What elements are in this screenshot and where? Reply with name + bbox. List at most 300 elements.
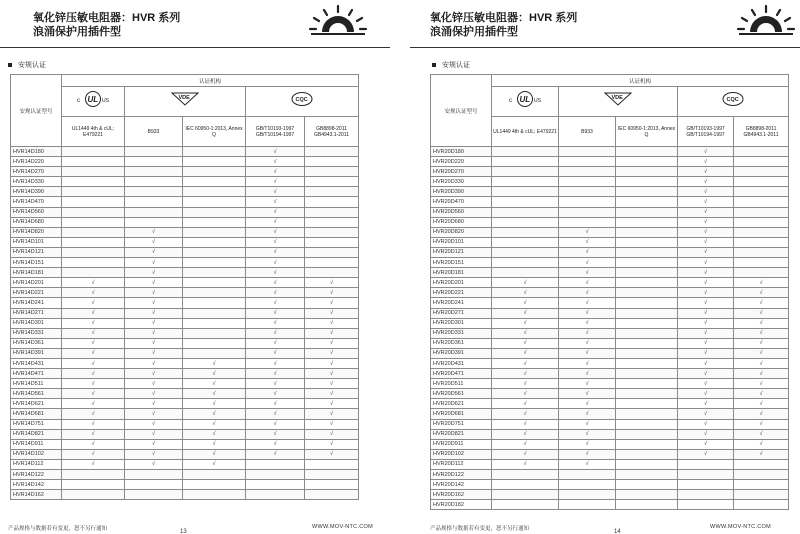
gb-cell [305, 197, 359, 207]
model-cell: HVR20D621 [431, 399, 492, 409]
b933-cell [559, 197, 616, 207]
svg-text:CQC: CQC [295, 97, 308, 103]
page-number: 14 [614, 529, 621, 534]
table-row [431, 187, 789, 197]
ul-cell: √ [492, 369, 559, 379]
table-row [11, 237, 359, 247]
table-row [11, 147, 359, 157]
iec-cell [183, 318, 246, 328]
svg-text:VDE: VDE [178, 95, 190, 101]
ul-cell [492, 500, 559, 510]
model-cell: HVR14D431 [11, 358, 62, 368]
b933-cell: √ [125, 227, 183, 237]
table-row [431, 348, 789, 358]
iec-cell [183, 167, 246, 177]
table-row [431, 318, 789, 328]
model-cell: HVR14D180 [11, 147, 62, 157]
gb-cell: √ [305, 429, 359, 439]
gb-cell [734, 268, 789, 278]
gbt-cell [678, 480, 734, 490]
gb-cell [734, 227, 789, 237]
b933-cell [559, 167, 616, 177]
gb-cell [305, 470, 359, 480]
iec-cell: √ [183, 389, 246, 399]
iec-cell [616, 298, 678, 308]
iec-cell [183, 348, 246, 358]
b933-cell: √ [559, 328, 616, 338]
gb-cell [305, 268, 359, 278]
iec-cell [616, 237, 678, 247]
gb-cell [734, 217, 789, 227]
table-row [11, 348, 359, 358]
iec-cell [616, 409, 678, 419]
cqc-logo-icon [291, 91, 313, 107]
ul-cell: √ [62, 369, 125, 379]
gbt-cell: √ [246, 399, 305, 409]
gbt-cell: √ [246, 258, 305, 268]
model-cell: HVR20D151 [431, 258, 492, 268]
table-row [431, 490, 789, 500]
b933-cell: √ [125, 429, 183, 439]
b933-cell: √ [125, 399, 183, 409]
iec-cell [616, 480, 678, 490]
table-row [431, 389, 789, 399]
gbt-cell: √ [246, 358, 305, 368]
gb-cell: √ [734, 338, 789, 348]
gbt-cell: √ [246, 217, 305, 227]
table-row [11, 167, 359, 177]
model-cell: HVR14D181 [11, 268, 62, 278]
b933-cell [125, 177, 183, 187]
ul-cell [62, 177, 125, 187]
b933-cell: √ [125, 369, 183, 379]
model-cell: HVR14D221 [11, 288, 62, 298]
table-row [11, 369, 359, 379]
footer-disclaimer: 产品规格与数据若有变更，恕不另行通知 [430, 526, 530, 532]
gb-cell: √ [734, 399, 789, 409]
b933-cell [559, 187, 616, 197]
gbt-cell [678, 490, 734, 500]
model-cell: HVR20D201 [431, 278, 492, 288]
gb-cell: √ [305, 318, 359, 328]
title-line-2: 浪涌保护用插件型 [430, 26, 518, 38]
b933-cell [559, 500, 616, 510]
gbt-cell: √ [678, 278, 734, 288]
table-row [431, 399, 789, 409]
ul-cell [492, 167, 559, 177]
gb-cell [734, 490, 789, 500]
iec-cell [616, 207, 678, 217]
iec-cell [616, 258, 678, 268]
gbt-cell: √ [678, 177, 734, 187]
model-cell: HVR20D431 [431, 358, 492, 368]
gb-cell: √ [734, 358, 789, 368]
iec-cell [616, 187, 678, 197]
svg-text:c: c [77, 98, 80, 104]
model-cell: HVR20D102 [431, 449, 492, 459]
gbt-cell [678, 500, 734, 510]
ul-cell [492, 490, 559, 500]
ul-cell [492, 207, 559, 217]
iec-cell [616, 459, 678, 469]
sun-emblem-logo [736, 2, 796, 38]
model-cell: HVR14D112 [11, 459, 62, 469]
iec-cell: √ [183, 399, 246, 409]
table-row [431, 308, 789, 318]
title-line-1: 氧化锌压敏电阻器：HVR 系列 [33, 12, 181, 24]
svg-text:US: US [102, 98, 109, 104]
model-cell: HVR20D162 [431, 490, 492, 500]
gbt-cell: √ [678, 187, 734, 197]
ul-cell [62, 268, 125, 278]
iec-cell [183, 470, 246, 480]
gbt-cell: √ [246, 298, 305, 308]
table-row [431, 328, 789, 338]
gb-cell [305, 237, 359, 247]
ul-standard-header: UL1449 4th & cUL; E479221 [492, 117, 559, 147]
b933-cell: √ [559, 389, 616, 399]
model-cell: HVR20D301 [431, 318, 492, 328]
title-line-2: 浪涌保护用插件型 [33, 26, 121, 38]
iec-cell [183, 187, 246, 197]
gb-cell: √ [734, 298, 789, 308]
model-cell: HVR20D101 [431, 237, 492, 247]
table-row [431, 298, 789, 308]
gb-cell: √ [734, 409, 789, 419]
iec-cell [616, 328, 678, 338]
b933-cell: √ [125, 389, 183, 399]
gb-cell [734, 258, 789, 268]
gb-cell [734, 459, 789, 469]
gb-cell [734, 500, 789, 510]
gb-cell [305, 147, 359, 157]
header-rule [410, 47, 800, 48]
iec-cell [616, 490, 678, 500]
iec-cell [616, 288, 678, 298]
gbt-cell: √ [678, 358, 734, 368]
ul-cell [492, 268, 559, 278]
gb-cell: √ [734, 439, 789, 449]
table-row [11, 278, 359, 288]
iec-cell: √ [183, 459, 246, 469]
ul-cell: √ [492, 328, 559, 338]
b933-cell [125, 470, 183, 480]
model-cell: HVR20D680 [431, 217, 492, 227]
gbt-cell: √ [678, 389, 734, 399]
b933-cell: √ [559, 308, 616, 318]
gbt-cell: √ [246, 379, 305, 389]
gbt-cell: √ [678, 449, 734, 459]
gbt-cell: √ [246, 409, 305, 419]
b933-cell: √ [559, 369, 616, 379]
gbt-cell: √ [246, 389, 305, 399]
ul-cell [62, 480, 125, 490]
model-cell: HVR20D180 [431, 147, 492, 157]
b933-cell: √ [559, 278, 616, 288]
gbt-cell: √ [678, 379, 734, 389]
b933-cell: √ [125, 419, 183, 429]
gbt-cell [246, 490, 305, 500]
svg-text:CQC: CQC [726, 97, 739, 103]
footer-website-link[interactable]: WWW.MOV-NTC.COM [710, 524, 772, 530]
b933-cell [125, 197, 183, 207]
ul-cell: √ [492, 278, 559, 288]
model-cell: HVR20D220 [431, 157, 492, 167]
iec-cell [616, 348, 678, 358]
table-row [11, 470, 359, 480]
gbt-cell: √ [246, 308, 305, 318]
iec-cell [183, 147, 246, 157]
gbt-cell: √ [678, 237, 734, 247]
b933-cell [559, 217, 616, 227]
b933-cell: √ [125, 348, 183, 358]
table-row [431, 157, 789, 167]
ul-cell: √ [492, 429, 559, 439]
gb-cell [734, 187, 789, 197]
iec-cell [616, 379, 678, 389]
model-cell: HVR14D471 [11, 369, 62, 379]
gbt-cell: √ [678, 399, 734, 409]
table-row [431, 147, 789, 157]
table-row [11, 409, 359, 419]
table-row [11, 379, 359, 389]
ul-cell [62, 247, 125, 257]
ul-cell: √ [492, 439, 559, 449]
model-cell: HVR20D751 [431, 419, 492, 429]
ul-cell [492, 247, 559, 257]
gb-cell: √ [305, 369, 359, 379]
iec-cell [616, 167, 678, 177]
gb-cell: √ [734, 369, 789, 379]
table-row [431, 258, 789, 268]
gbt-cell: √ [678, 318, 734, 328]
gb-cell [305, 227, 359, 237]
gbt-cell: √ [678, 227, 734, 237]
table-row [11, 338, 359, 348]
footer-website-link[interactable]: WWW.MOV-NTC.COM [312, 524, 374, 530]
model-cell: HVR14D621 [11, 399, 62, 409]
model-cell: HVR14D101 [11, 237, 62, 247]
page-title [33, 11, 180, 39]
table-row [431, 459, 789, 469]
gb-cell [734, 237, 789, 247]
gbt-cell: √ [246, 419, 305, 429]
gbt-cell: √ [678, 207, 734, 217]
iec-cell [616, 247, 678, 257]
gb-cell [305, 258, 359, 268]
table-row [431, 197, 789, 207]
ul-cell: √ [62, 379, 125, 389]
model-cell: HVR20D181 [431, 268, 492, 278]
model-cell: HVR20D361 [431, 338, 492, 348]
model-cell: HVR14D391 [11, 348, 62, 358]
table-row [431, 278, 789, 288]
table-row [431, 480, 789, 490]
ul-cell [62, 217, 125, 227]
gbt-standard-header: GB/T10193-1997 GB/T10194-1997 [246, 117, 305, 147]
ul-cell [492, 177, 559, 187]
gb-cell [305, 459, 359, 469]
ul-cell [492, 237, 559, 247]
model-column-header: 安规认证型号 [431, 75, 492, 147]
ul-cell: √ [62, 409, 125, 419]
model-cell: HVR14D681 [11, 409, 62, 419]
gbt-cell: √ [246, 187, 305, 197]
gb-cell: √ [734, 449, 789, 459]
table-row [431, 500, 789, 510]
gbt-cell: √ [678, 439, 734, 449]
table-row [11, 429, 359, 439]
ul-cell: √ [492, 379, 559, 389]
model-cell: HVR14D390 [11, 187, 62, 197]
table-row [431, 409, 789, 419]
ul-cell: √ [62, 419, 125, 429]
gbt-cell: √ [678, 338, 734, 348]
gb-cell: √ [305, 288, 359, 298]
b933-cell: √ [559, 348, 616, 358]
gbt-cell [246, 459, 305, 469]
ul-cell: √ [62, 328, 125, 338]
iec-cell [616, 500, 678, 510]
gb-cell: √ [734, 288, 789, 298]
ul-cell [62, 227, 125, 237]
ul-logo-cell [492, 87, 559, 117]
gbt-cell: √ [678, 157, 734, 167]
gb-cell [734, 157, 789, 167]
b933-cell [559, 490, 616, 500]
gbt-cell: √ [246, 328, 305, 338]
gbt-cell: √ [246, 167, 305, 177]
model-cell: HVR20D820 [431, 227, 492, 237]
b933-cell: √ [559, 227, 616, 237]
gbt-cell: √ [678, 328, 734, 338]
gb-cell [305, 187, 359, 197]
iec-cell: √ [183, 439, 246, 449]
iec-cell [183, 227, 246, 237]
b933-cell: √ [559, 379, 616, 389]
iec-cell: √ [183, 369, 246, 379]
table-row [431, 177, 789, 187]
table-row [11, 449, 359, 459]
gb-cell: √ [305, 298, 359, 308]
gb-cell [734, 470, 789, 480]
footer-disclaimer: 产品规格与数据若有变更，恕不另行通知 [8, 526, 108, 532]
gbt-cell: √ [678, 409, 734, 419]
sun-emblem-logo [308, 2, 368, 38]
iec-cell [183, 157, 246, 167]
gbt-cell: √ [246, 439, 305, 449]
svg-text:UL: UL [519, 95, 531, 104]
iec-cell [616, 157, 678, 167]
b933-cell [559, 470, 616, 480]
b933-cell: √ [559, 459, 616, 469]
table-row [11, 399, 359, 409]
b933-cell: √ [125, 258, 183, 268]
b933-standard-header: B933 [125, 117, 183, 147]
ul-cell: √ [62, 358, 125, 368]
b933-cell: √ [559, 419, 616, 429]
iec-cell [616, 449, 678, 459]
model-cell: HVR20D241 [431, 298, 492, 308]
model-cell: HVR20D561 [431, 389, 492, 399]
table-row [431, 429, 789, 439]
b933-cell: √ [559, 429, 616, 439]
gb-cell: √ [734, 429, 789, 439]
table-row [431, 247, 789, 257]
gb-cell: √ [734, 419, 789, 429]
gbt-cell: √ [678, 217, 734, 227]
gb-cell: √ [305, 338, 359, 348]
svg-text:US: US [534, 98, 541, 104]
table-row [431, 288, 789, 298]
model-cell: HVR14D201 [11, 278, 62, 288]
gbt-cell: √ [678, 258, 734, 268]
table-row [431, 268, 789, 278]
b933-cell [125, 187, 183, 197]
ul-cell [62, 237, 125, 247]
gb-cell [734, 207, 789, 217]
ul-cell: √ [492, 459, 559, 469]
gb-cell: √ [734, 328, 789, 338]
ul-cell: √ [62, 288, 125, 298]
ul-cell [62, 147, 125, 157]
ul-cell: √ [492, 308, 559, 318]
model-cell: HVR20D911 [431, 439, 492, 449]
gb-cell: √ [305, 358, 359, 368]
b933-cell [559, 177, 616, 187]
iec-cell: √ [183, 429, 246, 439]
ul-standard-header: UL1449 4th & cUL; E479221 [62, 117, 125, 147]
model-cell: HVR14D820 [11, 227, 62, 237]
table-row [431, 449, 789, 459]
iec-cell [183, 308, 246, 318]
gb-cell: √ [305, 399, 359, 409]
model-cell: HVR20D471 [431, 369, 492, 379]
vde-logo-cell [559, 87, 678, 117]
table-row [11, 318, 359, 328]
gb-cell [734, 247, 789, 257]
iec-cell [183, 217, 246, 227]
table-row [11, 177, 359, 187]
iec-cell [183, 298, 246, 308]
gbt-cell: √ [246, 268, 305, 278]
ul-cell: √ [62, 338, 125, 348]
gbt-cell [246, 470, 305, 480]
gb-cell: √ [305, 389, 359, 399]
iec-cell [183, 480, 246, 490]
ul-cell: √ [492, 389, 559, 399]
gb-cell [305, 480, 359, 490]
gb-cell: √ [734, 278, 789, 288]
table-row [11, 480, 359, 490]
ul-cell [62, 167, 125, 177]
gb-cell [734, 480, 789, 490]
model-column-header: 安规认证型号 [11, 75, 62, 147]
b933-cell: √ [125, 288, 183, 298]
ul-cell: √ [62, 348, 125, 358]
ul-cell: √ [492, 298, 559, 308]
model-cell: HVR14D270 [11, 167, 62, 177]
gbt-cell: √ [246, 147, 305, 157]
table-row [11, 197, 359, 207]
b933-cell: √ [125, 338, 183, 348]
iec-cell [616, 429, 678, 439]
model-cell: HVR14D220 [11, 157, 62, 167]
model-cell: HVR20D122 [431, 470, 492, 480]
b933-cell: √ [559, 338, 616, 348]
model-cell: HVR20D270 [431, 167, 492, 177]
gbt-cell: √ [246, 318, 305, 328]
